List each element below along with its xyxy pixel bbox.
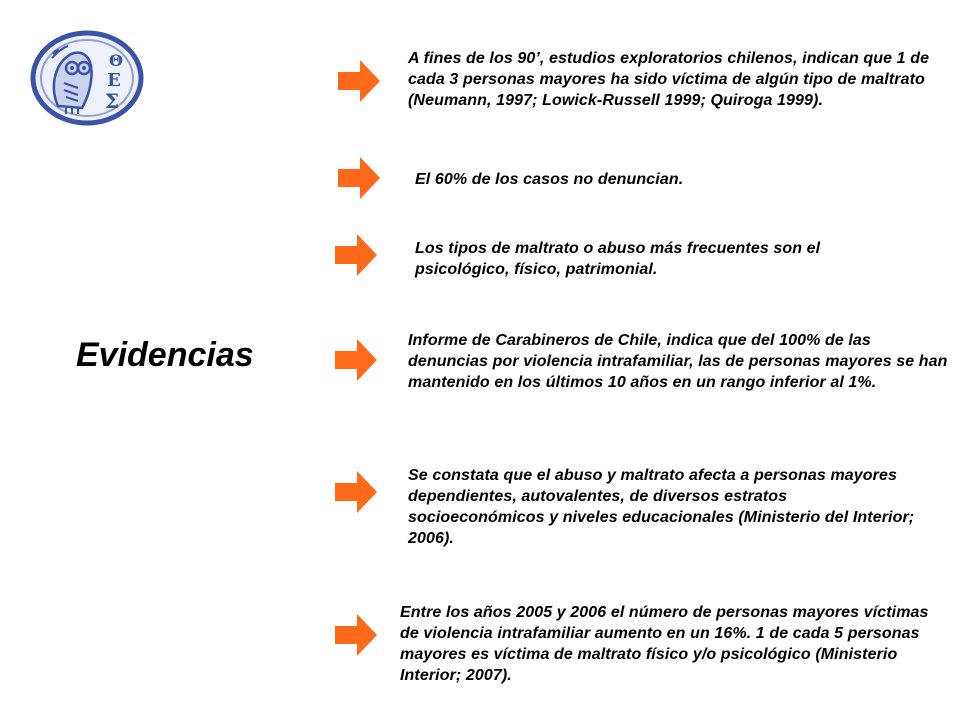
evidence-item-5: Se constata que el abuso y maltrato afecta a personas mayores dependientes, autovalentes, de diversos estratos socioeconómicos y niveles educacionales (Ministerio del Interior; 2006). — [408, 467, 915, 547]
evidence-item-2: El 60% de los casos no denuncian. — [415, 171, 684, 188]
svg-text:Ε: Ε — [107, 70, 121, 91]
right-arrow-icon — [333, 232, 379, 278]
right-arrow-icon — [333, 337, 379, 383]
slide-title: Evidencias — [76, 336, 254, 374]
right-arrow-icon — [336, 58, 382, 104]
evidence-item-3: Los tipos de maltrato o abuso más frecuentes son el psicológico, físico, patrimonial. — [415, 240, 821, 278]
evidence-item-6: Entre los años 2005 y 2006 el número de personas mayores víctimas de violencia intrafamiliar aumento en un 16%. 1 de cada 5 personas mayores es víctima de maltrato físico y/o psicológico (Ministerio Interior; 2007). — [400, 604, 929, 684]
right-arrow-icon — [336, 155, 382, 201]
owl-coin-logo-icon — [28, 28, 146, 128]
right-arrow-icon — [333, 469, 379, 515]
evidence-item-4: Informe de Carabineros de Chile, indica que del 100% de las denuncias por violencia intrafamiliar, las de personas mayores se han mantenido en los últimos 10 años en un rango inferior al 1%. — [408, 332, 948, 391]
svg-text:Θ: Θ — [109, 51, 123, 70]
svg-text:Σ: Σ — [104, 89, 120, 113]
evidence-item-1: A fines de los 90’, estudios exploratorios chilenos, indican que 1 de cada 3 personas mayores ha sido víctima de algún tipo de maltrato (Neumann, 1997; Lowick-Russell 1999; Quiroga 1999). — [408, 50, 930, 109]
right-arrow-icon — [333, 612, 379, 658]
